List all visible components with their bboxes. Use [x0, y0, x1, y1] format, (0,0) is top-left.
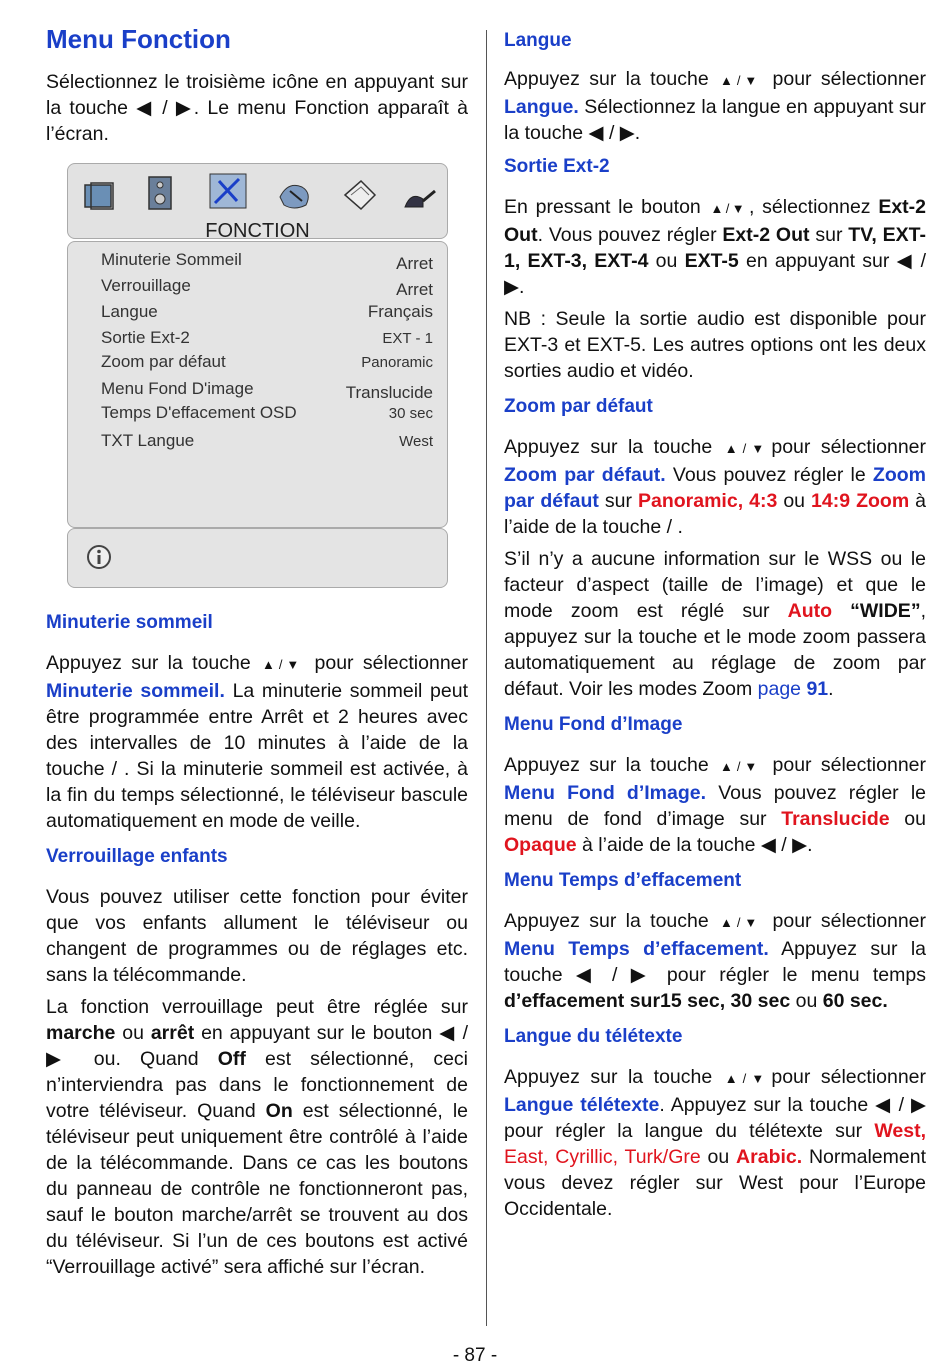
bold-term: EXT-5: [684, 250, 739, 272]
section-title-background: Menu Fond d’Image: [504, 714, 683, 735]
up-down-arrow-icon: ▲/▼: [724, 1071, 770, 1086]
teletext-paragraph: [504, 1064, 926, 1222]
highlight-option: Panoramic, 4:3: [637, 490, 778, 512]
menu-title: FONCTION: [205, 220, 310, 242]
menu-row-value: Translucide: [345, 383, 433, 402]
text: pour sélectionner: [314, 652, 469, 674]
menu-row-value: West: [399, 433, 433, 450]
menu-row-label: Temps D'effacement OSD: [101, 403, 297, 422]
highlight-term: Zoom par défaut.: [504, 464, 666, 486]
menu-row: [101, 379, 433, 401]
menu-row-value: 30 sec: [388, 405, 433, 422]
text: à l’aide de la touche ◀ / ▶.: [582, 834, 813, 856]
highlight-option: Translucide: [781, 808, 890, 830]
section-title-child-lock: Verrouillage enfants: [46, 846, 228, 867]
section-title-default-zoom: Zoom par défaut: [504, 396, 653, 417]
up-down-arrow-icon: ▲/▼: [720, 73, 762, 88]
text: est sélectionné, ceci n’interviendra pas dans le fonctionnement de votre téléviseur. Quand: [46, 1048, 468, 1122]
text: . Vous pouvez régler: [537, 224, 717, 246]
page-link-number[interactable]: 91: [806, 678, 829, 700]
zoom-paragraph-2: S’il n’y a aucune information sur le WSS ou le facteur d’aspect (taille de l’image) et que le mode zoom est réglé sur Auto “WIDE”, appuyez sur la touche et le mode zoom passera automatiquement au réglage de zoom par défaut. Voir les modes Zoom page 91.: [504, 548, 926, 700]
bold-term: Ext-2 Out: [722, 224, 810, 246]
menu-row: [101, 328, 433, 350]
menu-row-value: EXT - 1: [382, 330, 433, 347]
bold-term: arrêt: [150, 1022, 195, 1044]
text: sur: [815, 224, 843, 246]
menu-row-label: TXT Langue: [101, 431, 195, 450]
text: Normalement vous devez régler sur West pour l’Europe Occidentale.: [504, 1146, 927, 1220]
highlight-term: Zoom par défaut: [504, 464, 926, 512]
highlight-option: Opaque: [504, 834, 577, 856]
menu-row: [101, 250, 433, 272]
text: Appuyez sur la touche ◀ / ▶ pour régler le menu temps: [504, 938, 927, 986]
text: . Appuyez sur la touche ◀ / ▶ pour régler la langue du télétexte sur: [504, 1094, 926, 1142]
bold-term: marche: [46, 1022, 116, 1044]
right-column: [504, 30, 926, 1222]
osd-timeout-paragraph: [504, 908, 926, 1014]
text: ou: [783, 490, 806, 512]
ext2-paragraph: [504, 194, 926, 300]
page-title: Menu Fonction: [46, 24, 231, 54]
menu-row-label: Verrouillage: [101, 276, 191, 295]
text: pour sélectionner: [772, 910, 927, 932]
highlight-option: East, Cyrillic, Turk/Gre: [504, 1146, 701, 1168]
text: , appuyez sur la touche et le mode zoom passera automatiquement au réglage de zoom par défaut. Voir les modes Zoom: [504, 600, 926, 700]
feature-icon: [209, 173, 247, 209]
text: pour sélectionner: [771, 1066, 927, 1088]
up-down-arrow-icon: ▲/▼: [720, 915, 762, 930]
section-title-sleep-timer: Minuterie sommeil: [46, 612, 213, 633]
install-icon: [276, 177, 314, 213]
bold-term: “WIDE”: [850, 600, 921, 622]
highlight-term: Menu Fond d’Image.: [504, 782, 707, 804]
sleep-timer-paragraph: [46, 650, 468, 834]
section-title-language: Langue: [504, 30, 572, 51]
text: Appuyez sur la touche: [504, 436, 713, 458]
menu-info-bar: [67, 528, 448, 588]
function-menu-osd: [67, 163, 448, 588]
bold-term: d’effacement sur15 sec, 30 sec: [504, 990, 791, 1012]
text: est sélectionné, le téléviseur peut uniquement être contrôlé à l’aide de la télécommande. Dans ce cas les boutons du panneau de contrôle ne fonctionneront pas, sauf le bouton marche/arrêt se trouvent au dos du téléviseur. Si l’un de ces boutons est activé “Verrouillage activé” sera affiché sur l’écran.: [46, 1100, 468, 1278]
up-down-arrow-icon: ▲/▼: [710, 201, 747, 216]
highlight-option: 14:9 Zoom: [811, 490, 910, 512]
text: pour sélectionner: [771, 436, 927, 458]
menu-row: [101, 302, 433, 324]
page-number: - 87 -: [452, 1345, 498, 1366]
text: S’il n’y a aucune information sur le WSS ou le facteur d’aspect (taille de l’image) et que le mode zoom est réglé sur: [504, 548, 926, 622]
text: pour sélectionner: [772, 68, 927, 90]
text: La fonction verrouillage peut être réglée sur: [46, 996, 468, 1018]
text: en appuyant sur le bouton ◀ / ▶ ou. Quand: [46, 1022, 468, 1070]
text: Vous pouvez régler le menu de fond d’image sur: [504, 782, 927, 830]
text: sur: [604, 490, 632, 512]
text: Appuyez sur la touche: [46, 652, 251, 674]
child-lock-paragraph-1: Vous pouvez utiliser cette fonction pour éviter que vos enfants allument le téléviseur ou changent de programmes ou de réglages etc. sans la télécommande.: [46, 886, 468, 986]
bold-term: On: [265, 1100, 293, 1122]
info-icon: [86, 544, 112, 570]
text: pour sélectionner: [772, 754, 927, 776]
up-down-arrow-icon: ▲/▼: [724, 441, 770, 456]
section-title-teletext-language: Langue du télétexte: [504, 1026, 683, 1047]
menu-row-label: Zoom par défaut: [101, 352, 226, 371]
column-divider: [486, 30, 487, 1326]
page-link[interactable]: page: [757, 678, 802, 700]
text: , sélectionnez: [748, 196, 871, 218]
bold-term: Off: [217, 1048, 246, 1070]
highlight-term: Menu Temps d’effacement.: [504, 938, 769, 960]
menu-icons: [81, 173, 435, 213]
highlight-option: Arabic.: [736, 1146, 803, 1168]
text: ou: [707, 1146, 730, 1168]
text: en appuyant sur ◀ / ▶.: [504, 250, 926, 298]
menu-row-label: Minuterie Sommeil: [101, 250, 242, 269]
highlight-option: West,: [874, 1120, 927, 1142]
highlight-option: Auto: [787, 600, 833, 622]
child-lock-paragraph-2: [46, 994, 468, 1280]
language-paragraph: [504, 66, 926, 146]
highlight-term: Langue.: [504, 96, 579, 118]
text: ou: [655, 250, 678, 272]
section-title-osd-timeout: Menu Temps d’effacement: [504, 870, 742, 891]
source-icon: [341, 177, 379, 213]
text: Appuyez sur la touche: [504, 910, 709, 932]
section-title-ext2-out: Sortie Ext-2: [504, 156, 610, 177]
menu-row: [101, 352, 433, 374]
up-down-arrow-icon: ▲/▼: [262, 657, 304, 672]
menu-row-value: Arret: [396, 280, 433, 299]
text: Appuyez sur la touche: [504, 68, 709, 90]
picture-icon: [81, 179, 119, 215]
menu-row-label: Langue: [101, 302, 158, 321]
menu-row: [101, 403, 433, 425]
text: Sélectionnez la langue en appuyant sur la touche ◀ / ▶.: [504, 96, 927, 144]
sound-icon: [141, 175, 179, 211]
text: La minuterie sommeil peut être programmée entre Arrêt et 2 heures avec des intervalles de 10 minutes à l’aide de la touche / . Si la minuterie sommeil est activée, à la fin du temps sélectionné, le téléviseur bascule automatiquement en mode de veille.: [46, 680, 469, 832]
menu-row-value: Français: [367, 302, 433, 321]
left-column: [46, 24, 468, 147]
text: ou: [904, 808, 926, 830]
text: Appuyez sur la touche: [504, 1066, 713, 1088]
ext2-note: NB : Seule la sortie audio est disponible pour EXT-3 et EXT-5. Les autres options ont les deux sorties audio et vidéo.: [504, 308, 926, 382]
bold-term: 60 sec.: [822, 990, 888, 1012]
left-sections: [46, 612, 468, 1280]
menu-row: [101, 276, 433, 298]
highlight-term: Langue télétexte: [504, 1094, 660, 1116]
intro-paragraph: Sélectionnez le troisième icône en appuyant sur la touche ◀ / ▶. Le menu Fonction apparaît à l’écran.: [46, 71, 468, 145]
text: En pressant le bouton: [504, 196, 701, 218]
bold-term: Ext-2 Out: [504, 196, 927, 246]
text: ou: [122, 1022, 144, 1044]
zoom-paragraph: [504, 434, 926, 540]
text: ou: [795, 990, 818, 1012]
menu-row-value: Panoramic: [361, 354, 433, 371]
up-down-arrow-icon: ▲/▼: [720, 759, 762, 774]
menu-row-value: Arret: [396, 254, 433, 273]
highlight-term: Minuterie sommeil.: [46, 680, 225, 702]
text: Appuyez sur la touche: [504, 754, 709, 776]
bold-term: TV, EXT-1, EXT-3, EXT-4: [504, 224, 926, 272]
text: à l’aide de la touche / .: [504, 490, 927, 538]
text: Vous pouvez régler le: [672, 464, 866, 486]
menu-row-label: Sortie Ext-2: [101, 328, 190, 347]
sleep-icon: [401, 181, 439, 217]
background-paragraph: [504, 752, 926, 858]
menu-row-label: Menu Fond D'image: [101, 379, 254, 398]
menu-row: [101, 431, 433, 453]
